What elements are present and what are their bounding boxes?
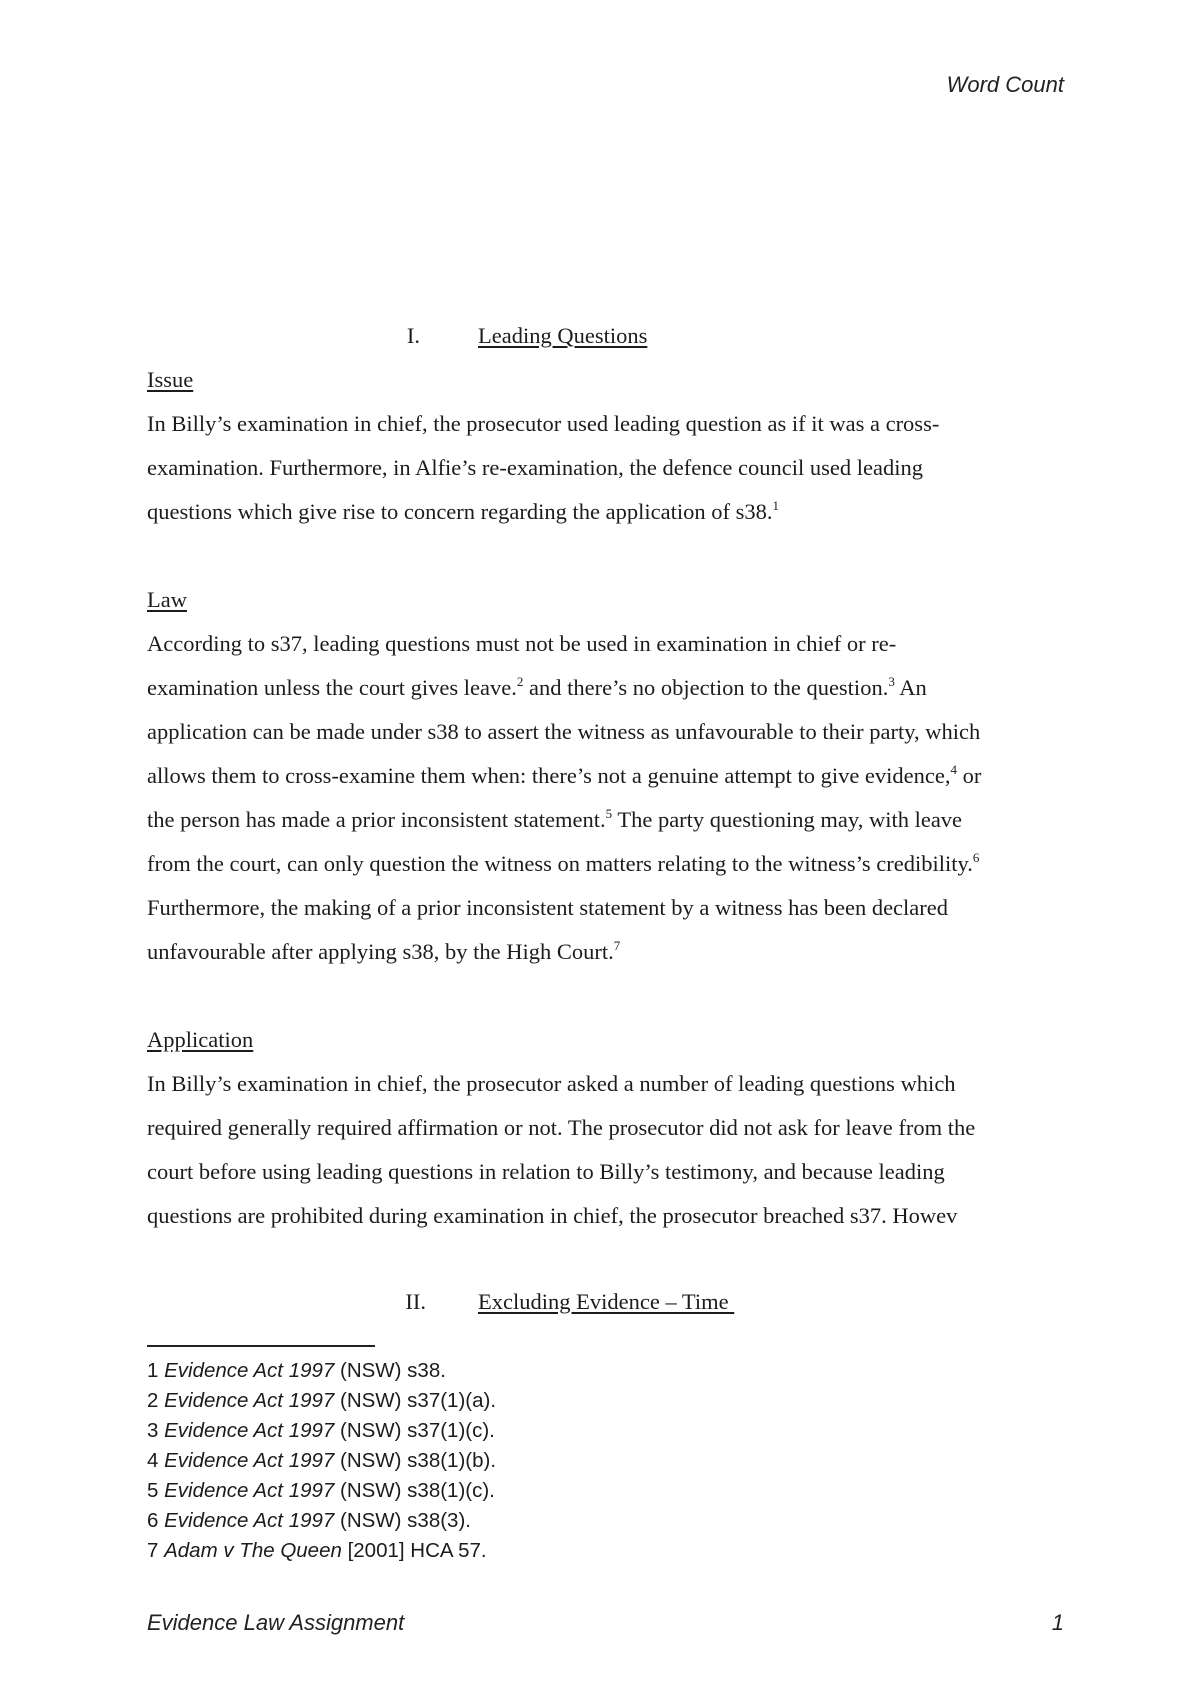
issue-line: examination. Furthermore, in Alfie’s re-examination, the defence council used leading [147, 455, 923, 480]
section-number: I. [406, 323, 420, 348]
law-line: the person has made a prior inconsistent statement.$^5$ The party questioning may, with leave [147, 806, 963, 832]
law-line: allows them to cross-examine them when: there’s not a genuine attempt to give evidence,$^4$ or [147, 762, 982, 788]
section-number: II. [405, 1289, 426, 1314]
footnote: 2 Evidence Act 1997 (NSW) s37(1)(a). [147, 1389, 497, 1412]
application-line: required generally required affirmation or not. The prosecutor did not ask for leave from the [147, 1115, 976, 1140]
law-line: examination unless the court gives leave.$^2$ and there’s no objection to the question.$^3$ An [147, 674, 927, 700]
issue-line: questions which give rise to concern regarding the application of s38.$^1$ [147, 498, 779, 524]
issue-heading: Issue [147, 367, 194, 392]
footnote-ref[interactable]: 6 [972, 850, 980, 865]
law-line: According to s37, leading questions must not be used in examination in chief or re- [147, 631, 897, 656]
footnote-ref[interactable]: 7 [613, 938, 621, 953]
footnote-ref[interactable]: 5 [605, 806, 613, 821]
footnote-ref[interactable]: 2 [516, 674, 524, 689]
footnotes [147, 1356, 496, 1566]
footnote: 4 Evidence Act 1997 (NSW) s38(1)(b). [147, 1449, 497, 1472]
law-heading: Law [147, 587, 187, 612]
footnote-ref[interactable]: 4 [950, 762, 958, 777]
footnote-ref[interactable]: 1 [772, 498, 779, 513]
section-title: Leading Questions [478, 323, 648, 348]
footnote: 7 Adam v The Queen [2001] HCA 57. [147, 1539, 487, 1562]
footnote: 6 Evidence Act 1997 (NSW) s38(3). [147, 1509, 471, 1532]
footnote-separator [147, 1345, 375, 1347]
law-line: from the court, can only question the witness on matters relating to the witness’s credibility.$^6$ [147, 850, 980, 876]
application-block [147, 1018, 1057, 1238]
footnote-ref[interactable]: 3 [888, 674, 895, 689]
footer-title: Evidence Law Assignment [147, 1610, 405, 1635]
law-line: Furthermore, the making of a prior inconsistent statement by a witness has been declared [147, 895, 949, 920]
footnote: 1 Evidence Act 1997 (NSW) s38. [147, 1359, 446, 1382]
application-line: In Billy’s examination in chief, the prosecutor asked a number of leading questions which [147, 1071, 956, 1096]
application-line: questions are prohibited during examination in chief, the prosecutor breached s37. Howev [147, 1203, 958, 1228]
issue-block [147, 358, 1057, 534]
page-number: 1 [1051, 1610, 1064, 1635]
law-block [147, 578, 1057, 974]
law-line: unfavourable after applying s38, by the High Court.$^7$ [147, 938, 621, 964]
application-line: court before using leading questions in relation to Billy’s testimony, and because leading [147, 1159, 945, 1184]
issue-line: In Billy’s examination in chief, the prosecutor used leading question as if it was a cross- [147, 411, 940, 436]
law-line: application can be made under s38 to assert the witness as unfavourable to their party, which [147, 719, 981, 744]
section-title: Excluding Evidence – Time [478, 1289, 735, 1314]
application-heading: Application [147, 1027, 254, 1052]
footnote: 5 Evidence Act 1997 (NSW) s38(1)(c). [147, 1479, 495, 1502]
footnote: 3 Evidence Act 1997 (NSW) s37(1)(c). [147, 1419, 495, 1442]
header-title: Word Count [946, 72, 1064, 97]
